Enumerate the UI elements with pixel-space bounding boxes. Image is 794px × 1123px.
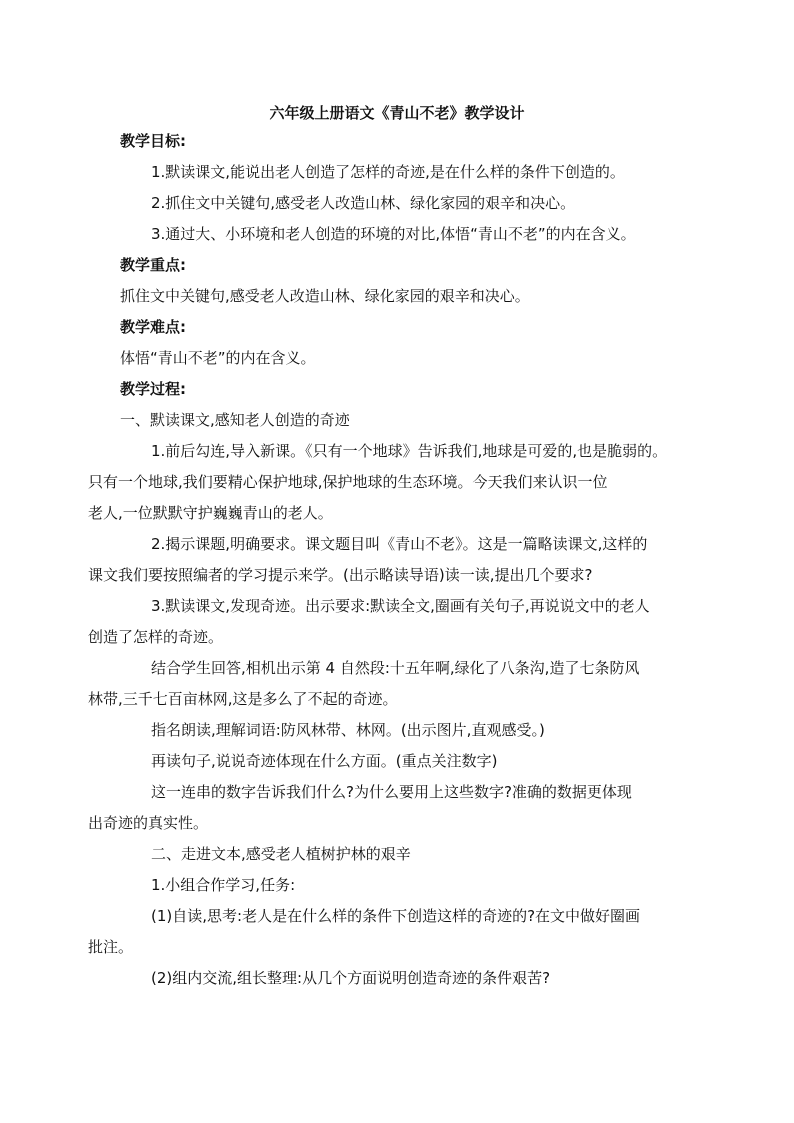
heading-difficulty: 教学难点: — [120, 318, 186, 336]
goal-1: 1.默读课文,能说出老人创造了怎样的奇迹,是在什么样的条件下创造的。 — [151, 163, 625, 181]
task-1-line-1: (1)自读,思考:老人是在什么样的条件下创造这样的奇迹的?在文中做好圈画 — [151, 907, 641, 925]
group-task: 1.小组合作学习,任务: — [151, 876, 296, 894]
key-point-text: 抓住文中关键句,感受老人改造山林、绿化家园的艰辛和决心。 — [120, 287, 530, 305]
heading-teaching-goals: 教学目标: — [120, 132, 186, 150]
heading-key-points: 教学重点: — [120, 256, 186, 274]
numbers-line-1: 这一连串的数字告诉我们什么?为什么要用上这些数字?准确的数据更体现 — [151, 783, 632, 801]
step-1-line-3: 老人,一位默默守护巍巍青山的老人。 — [88, 504, 333, 522]
goal-3: 3.通过大、小环境和老人创造的环境的对比,体悟“青山不老”的内在含义。 — [151, 225, 636, 243]
reread: 再读句子,说说奇迹体现在什么方面。(重点关注数字) — [151, 752, 498, 770]
step-1-line-1: 1.前后勾连,导入新课。《只有一个地球》告诉我们,地球是可爱的,也是脆弱的。 — [151, 442, 668, 460]
section-1-heading: 一、默读课文,感知老人创造的奇迹 — [120, 411, 350, 429]
step-3-line-1: 3.默读课文,发现奇迹。出示要求:默读全文,圈画有关句子,再说说文中的老人 — [151, 597, 650, 615]
step-2-line-2: 课文我们要按照编者的学习提示来学。(出示略读导语)读一读,提出几个要求? — [88, 566, 593, 584]
task-1-line-2: 批注。 — [88, 938, 134, 956]
step-3-line-2: 创造了怎样的奇迹。 — [88, 628, 224, 646]
step-2-line-1: 2.揭示课题,明确要求。课文题目叫《青山不老》。这是一篇略读课文,这样的 — [151, 535, 648, 553]
read-aloud: 指名朗读,理解词语:防风林带、林网。(出示图片,直观感受。) — [151, 721, 545, 739]
difficulty-text: 体悟“青山不老”的内在含义。 — [120, 349, 316, 367]
answer-line-1: 结合学生回答,相机出示第 4 自然段:十五年啊,绿化了八条沟,造了七条防风 — [151, 659, 640, 677]
answer-line-2: 林带,三千七百亩林网,这是多么了不起的奇迹。 — [88, 690, 398, 708]
section-2-heading: 二、走进文本,感受老人植树护林的艰辛 — [151, 845, 411, 863]
document-title: 六年级上册语文《青山不老》教学设计 — [269, 104, 525, 122]
step-1-line-2: 只有一个地球,我们要精心保护地球,保护地球的生态环境。今天我们来认识一位 — [88, 473, 608, 491]
task-2: (2)组内交流,组长整理:从几个方面说明创造奇迹的条件艰苦? — [151, 969, 551, 987]
heading-process: 教学过程: — [120, 380, 186, 398]
numbers-line-2: 出奇迹的真实性。 — [88, 814, 209, 832]
goal-2: 2.抓住文中关键句,感受老人改造山林、绿化家园的艰辛和决心。 — [151, 194, 576, 212]
